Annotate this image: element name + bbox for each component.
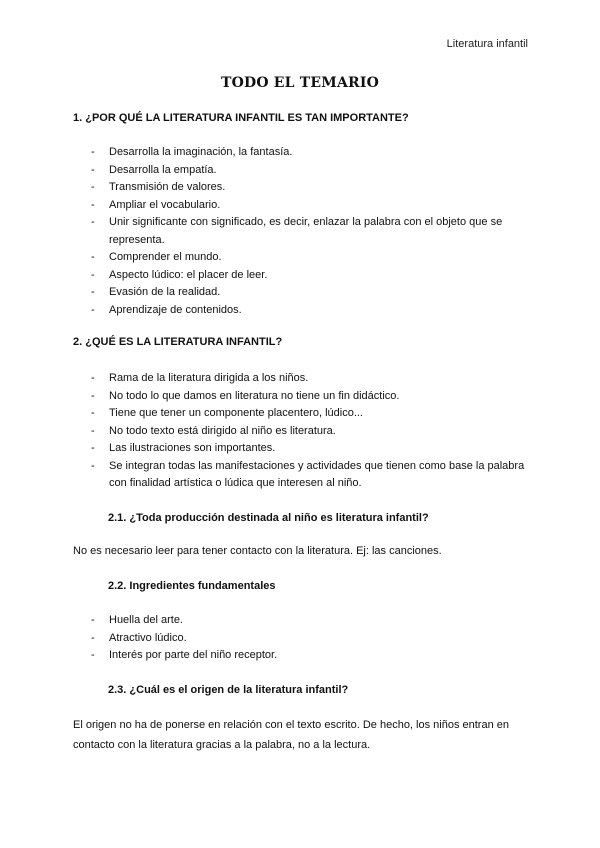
page-title: TODO EL TEMARIO — [220, 75, 380, 91]
list-item: - Huella del arte. — [0, 612, 539, 630]
section-2-heading: 2. ¿QUÉ ES LA LITERATURA INFANTIL? — [73, 336, 283, 348]
list-item: - Desarrolla la empatía. — [0, 162, 539, 180]
section-2-list — [0, 370, 539, 493]
list-item: - Aspecto lúdico: el placer de leer. — [0, 267, 539, 285]
list-item: - Se integran todas las manifestaciones y actividades que tienen como base la palabra con finalidad artística o lúdica que interesen al niño. — [0, 458, 539, 493]
subsection-2-2-list — [0, 612, 539, 665]
subsection-2-1-heading: 2.1. ¿Toda producción destinada al niño es literatura infantil? — [108, 512, 429, 524]
subsection-2-3-heading: 2.3. ¿Cuál es el origen de la literatura infantil? — [108, 684, 349, 696]
list-item: - Desarrolla la imaginación, la fantasía. — [0, 144, 539, 162]
list-item: - Unir significante con significado, es decir, enlazar la palabra con el objeto que se representa. — [0, 214, 539, 249]
list-item: - Interés por parte del niño receptor. — [0, 647, 539, 665]
list-item: - Comprender el mundo. — [0, 249, 539, 267]
list-item: - Tiene que tener un componente placentero, lúdico... — [0, 405, 539, 423]
running-header: Literatura infantil — [446, 38, 528, 50]
subsection-2-3-text: El origen no ha de ponerse en relación con el texto escrito. De hecho, los niños entran en contacto con la literatura gracias a la palabra, no a la lectura. — [73, 719, 509, 751]
subsection-2-2-heading: 2.2. Ingredientes fundamentales — [108, 580, 276, 592]
list-item: - No todo texto está dirigido al niño es literatura. — [0, 423, 539, 441]
list-item: - Las ilustraciones son importantes. — [0, 440, 539, 458]
list-item: - Transmisión de valores. — [0, 179, 539, 197]
list-item: - No todo lo que damos en literatura no tiene un fin didáctico. — [0, 388, 539, 406]
list-item: - Rama de la literatura dirigida a los niños. — [0, 370, 539, 388]
list-item: - Ampliar el vocabulario. — [0, 197, 539, 215]
section-1-list — [0, 144, 539, 319]
list-item: - Atractivo lúdico. — [0, 630, 539, 648]
list-item: - Aprendizaje de contenidos. — [0, 302, 539, 320]
section-1-heading: 1. ¿POR QUÉ LA LITERATURA INFANTIL ES TAN IMPORTANTE? — [73, 112, 409, 124]
list-item: - Evasión de la realidad. — [0, 284, 539, 302]
subsection-2-1-text: No es necesario leer para tener contacto con la literatura. Ej: las canciones. — [73, 545, 442, 557]
